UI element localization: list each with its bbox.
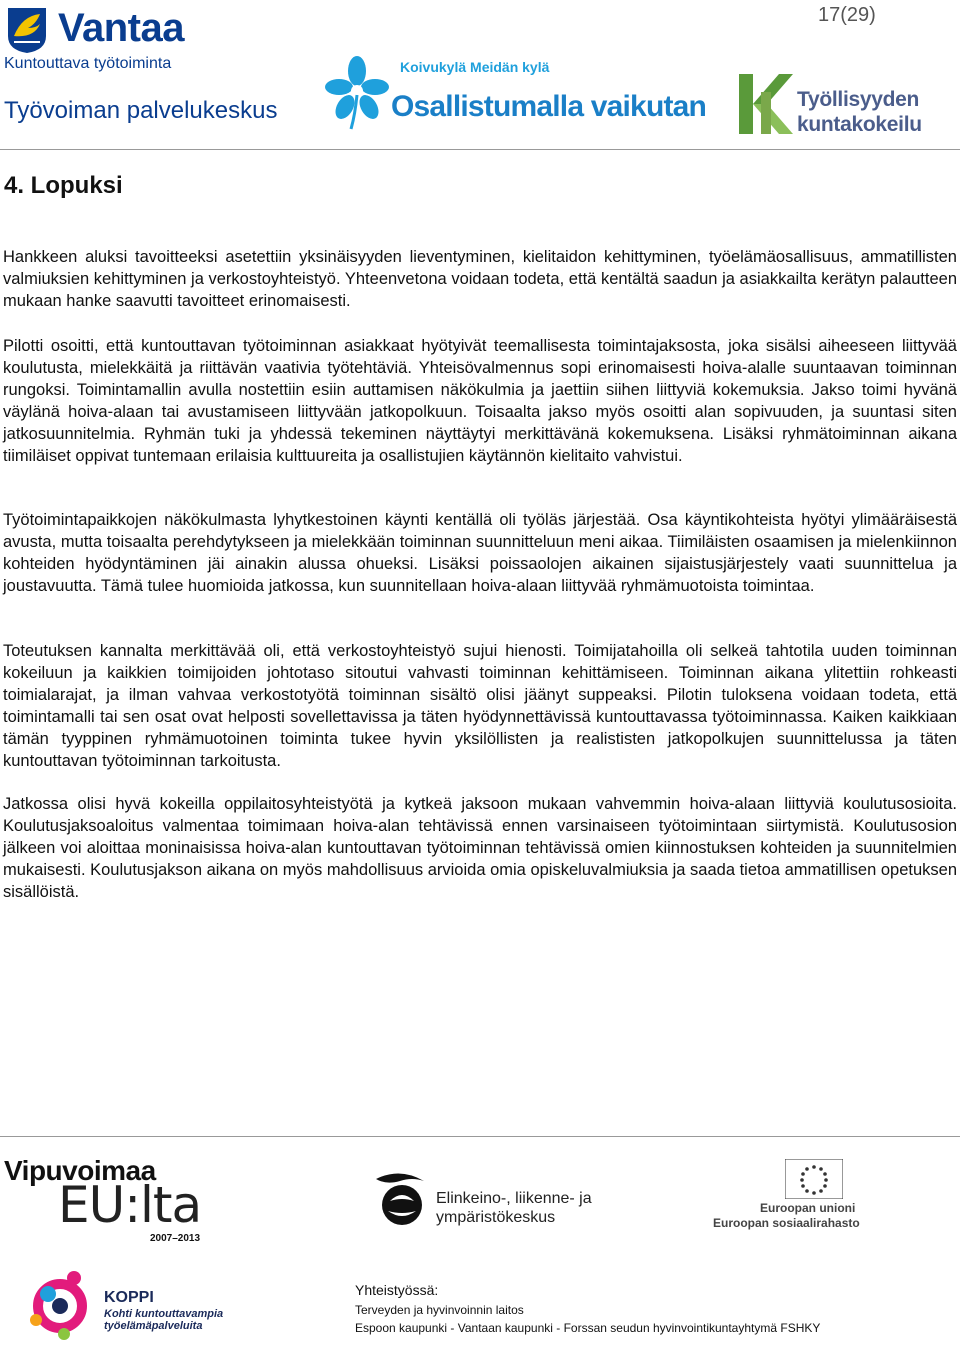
unit-name: Kuntouttava työtoiminta	[4, 55, 172, 72]
koppi-logo-icon	[24, 1268, 96, 1349]
header-divider	[0, 149, 960, 150]
koppi-title: KOPPI	[104, 1289, 154, 1306]
cooperation-partners-2: Espoon kaupunki - Vantaan kaupunki - Forssan seudun hyvinvointikuntayhtymä FSHKY	[355, 1321, 821, 1335]
flower-logo-icon	[325, 55, 389, 136]
cooperation-label: Yhteistyössä:	[355, 1282, 439, 1298]
vipuvoimaa-title: Vipuvoimaa	[4, 1155, 156, 1186]
paragraph-2: Pilotti osoitti, että kuntouttavan työtoiminnan asiakkaat hyötyivät teemallisesta toimintajaksosta, joka sisälsi aiheeseen liittyvää koulutusta, mielekkäitä ja riittävän vaativia työtehtäviä. Yhteisövalmennus sopi erinomaisesti hoiva-alalle suuntaavan toiminnan rungoksi. Toimintamallin avulla nostettiin esiin auttamisen näkökulmia ja jaettiin siihen liittyviä kokemuksia. Jakso toimi hyvänä väylänä hoiva-alaan tai avustamiseen liittyvään jatkopolkuun. Toisaalta jakso myös osoitti alan sopivuuden, ja suuntasi siten jatkosuunnitelmia. Ryhmän tuki ja yhdessä tekeminen näyttäytyi merkittävänä kokemuksena. Lisäksi ryhmätoiminnan aikana tiimiläiset oppivat tuntemaan erilaisia kulttuureita ja osallistujien käytännön kielitaito vahvistui.	[3, 337, 957, 465]
vipuvoimaa-years: 2007–2013	[150, 1233, 201, 1244]
tyollisyyden-text: Työllisyyden	[797, 88, 920, 111]
eu-flag-icon	[785, 1159, 843, 1204]
kuntakokeilu-text: kuntakokeilu	[797, 113, 922, 136]
vantaa-crest-logo	[6, 6, 48, 59]
vantaa-logo-word: Vantaa	[58, 6, 184, 50]
paragraph-5: Jatkossa olisi hyvä kokeilla oppilaitosyhteistyötä ja kytkeä jaksoon mukaan vahvemmin hoiva-alaan liittyviä koulutusosioita. Koulutusjaksoaloitus valmentaa toimimaan hoiva-alan tehtävissä ennen varsinaiseen työtoimintaan siirtymistä. Koulutusosion jälkeen voi aloittaa moninaisissa hoiva-alan kuntouttavan työtoiminnan tehtävissä omien kiinnostuksen kohteiden ja suunnitelmien mukaisesti. Koulutusjakson aikana on myös mahdollisuus arvioida omia opiskeluvalmiuksia ja saada tietoa ammatillisen opetuksen sisällöistä.	[3, 795, 957, 901]
osallistumalla-vaikutan-logo-text: Osallistumalla vaikutan	[391, 90, 707, 123]
page-number: 17(29)	[818, 4, 876, 26]
vipuvoimaa-eu-text: EU:lta	[58, 1176, 202, 1234]
ely-name-line2: ympäristökeskus	[436, 1209, 556, 1226]
tyollisyyden-kuntakokeilu-logo-icon	[737, 70, 797, 141]
koivukyla-tagline: Koivukylä Meidän kylä	[400, 59, 550, 75]
ely-name-line1: Elinkeino-, liikenne- ja	[436, 1190, 592, 1207]
paragraph-3: Työtoimintapaikkojen näkökulmasta lyhytkestoinen käynti kentällä oli työläs järjestää. Osa käyntikohteista hyötyi ylimääräisestä avusta, mutta toisaalta perehdytykseen ja mielekkään toiminnan suunnitteluun meni aikaa. Tiimiläisten osaamisen ja mielenkiinnon kohteiden hyödyntäminen jäi ainakin alussa ohueksi. Lisäksi poissaolojen aikainen sijaistusjärjestely vaati suunnittelua ja joustavuutta. Tämä tulee huomioida jatkossa, kun suunnitellaan hoiva-alaan liittyvää ryhmämuotoista toimintaa.	[3, 511, 957, 595]
esr-label: Euroopan sosiaalirahasto	[713, 1216, 860, 1230]
footer-divider	[0, 1136, 960, 1137]
paragraph-4: Toteutuksen kannalta merkittävää oli, että verkostoyhteistyö sujui hienosti. Toimijatahoilla oli selkeä tahtotila uuden toiminnan kokeiluun ja kaikkien toimijoiden johtotaso sitoutui vahvasti toiminnan kehittämiseen. Toiminnan aikana ylitettiin rohkeasti toimialarajat, ja ilman vahvaa verkostotyötä toiminnan sisältö olisi jäänyt suppeaksi. Pilotin tuloksena voidaan todeta, että toimintamalli tai sen osat ovat helposti sovellettavissa ja täten hyödynnettävissä kuntouttavassa työtoiminnassa. Kaiken kaikkiaan tämän tyyppinen ryhmämuotoinen toiminta tukee hyvin yksilöllisten ja realististen jatkopolkujen suunnittelussa ja täten kuntouttavan työtoiminnan tarkoitusta.	[3, 642, 957, 770]
ely-keskus-logo-icon	[372, 1171, 428, 1234]
paragraph-1: Hankkeen aluksi tavoitteeksi asetettiin yksinäisyyden lieventyminen, kielitaidon kehittyminen, työelämäosallisuus, ammatillisten valmiuksien kehittyminen ja verkostoyhteistyö. Yhteenvetona voidaan todeta, että kentältä saadun ja asiakkailta kerätyn palautteen mukaan hanke saavutti tavoitteet erinomaisesti.	[3, 248, 957, 310]
cooperation-partner-1: Terveyden ja hyvinvoinnin laitos	[355, 1303, 524, 1317]
koppi-subtitle-2: työelämäpalveluita	[104, 1320, 203, 1332]
eu-union-label: Euroopan unioni	[760, 1201, 856, 1215]
department-name: Työvoiman palvelukeskus	[4, 97, 278, 124]
koppi-subtitle-1: Kohti kuntouttavampia	[104, 1308, 224, 1320]
section-heading: 4. Lopuksi	[4, 172, 123, 199]
